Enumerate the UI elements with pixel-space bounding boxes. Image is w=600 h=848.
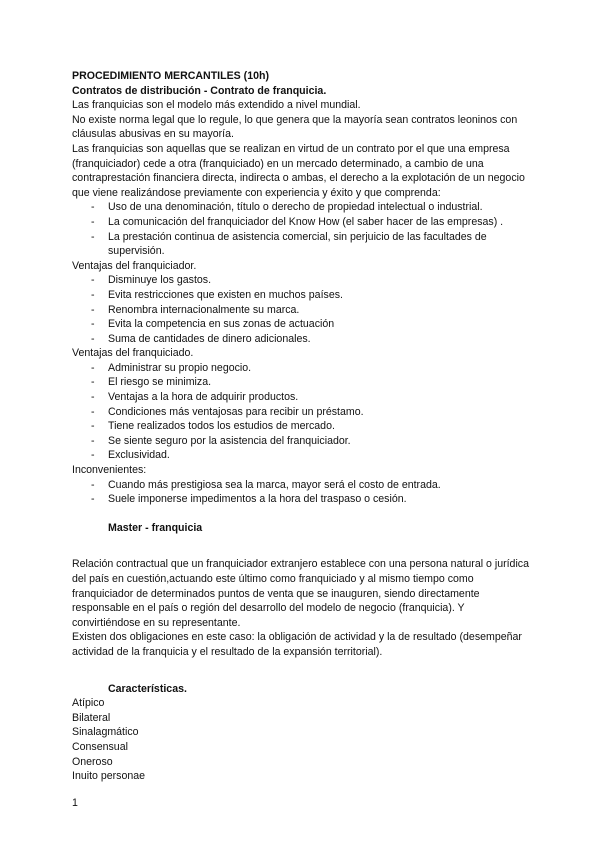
list-item: - Se siente seguro por la asistencia del franquiciador.: [72, 434, 532, 449]
caracteristica-item: Consensual: [72, 740, 128, 753]
list-item: - Uso de una denominación, título o derecho de propiedad intelectual o industrial.: [72, 200, 532, 215]
intro-paragraph: No existe norma legal que lo regule, lo que genera que la mayoría sean contratos leoninos con cláusulas abusivas en su mayoría.: [72, 113, 518, 141]
document-body: [72, 69, 532, 784]
caracteristicas-title: Características.: [108, 682, 187, 695]
page-number: 1: [72, 797, 78, 809]
master-paragraph: Existen dos obligaciones en este caso: la obligación de actividad y la de resultado (desempeñar actividad de la franquicia y el resultado de la expansión territorial).: [72, 631, 522, 658]
intro-paragraph: Las franquicias son aquellas que se realizan en virtud de un contrato por el que una empresa (franquiciador) cede a otra (franquiciado) en un mercado determinado, a cambio de una contraprestación financiera directa, indirecta o ambas, el derecho a la explotación de un negocio que viene realizándose previamente con experiencia y éxito y que comprenda:: [72, 142, 525, 199]
caracteristica-item: Sinalagmático: [72, 726, 139, 739]
list-item: - El riesgo se minimiza.: [72, 375, 532, 390]
caracteristica-item: Oneroso: [72, 755, 113, 768]
intro-paragraph: Las franquicias son el modelo más extendido a nivel mundial.: [72, 99, 361, 112]
list-item: - La comunicación del franquiciador del Know How (el saber hacer de las empresas) .: [72, 215, 532, 230]
list-item: - Disminuye los gastos.: [72, 273, 532, 288]
list-item: - Administrar su propio negocio.: [72, 361, 532, 376]
list-item: - Ventajas a la hora de adquirir productos.: [72, 390, 532, 405]
comprende-list: [72, 200, 532, 258]
list-item: - Suma de cantidades de dinero adicionales.: [72, 332, 532, 347]
ventajas-franquiciador-list: [72, 273, 532, 346]
ventajas-franquiciado-list: [72, 361, 532, 463]
doc-subheading: Contratos de distribución - Contrato de franquicia.: [72, 84, 327, 97]
list-item: - Evita restricciones que existen en muchos países.: [72, 288, 532, 303]
list-item: - Tiene realizados todos los estudios de mercado.: [72, 419, 532, 434]
caracteristica-item: Inuito personae: [72, 770, 146, 783]
list-item: - Suele imponerse impedimentos a la hora del traspaso o cesión.: [72, 492, 532, 507]
list-item: - Cuando más prestigiosa sea la marca, mayor será el costo de entrada.: [72, 478, 532, 493]
inconvenientes-label: Inconvenientes:: [72, 464, 147, 477]
inconvenientes-list: [72, 478, 532, 507]
doc-heading: PROCEDIMIENTO MERCANTILES (10h): [72, 70, 269, 82]
list-item: - Exclusividad.: [72, 448, 532, 463]
master-paragraph: Relación contractual que un franquiciador extranjero establece con una persona natural o jurídica del país en cuestión,actuando este último como franquiciado y al mismo tiempo como franquiciador de determinados puntos de venta que se inauguren, siendo directamente responsable en el país o región del desarrollo del modelo de negocio (franquicia). Y convirtiéndose en su representante.: [72, 558, 529, 629]
ventajas-franquiciador-label: Ventajas del franquiciador.: [72, 259, 197, 272]
caracteristica-item: Atípico: [72, 697, 105, 710]
list-item: - Condiciones más ventajosas para recibir un préstamo.: [72, 405, 532, 420]
list-item: - Evita la competencia en sus zonas de actuación: [72, 317, 532, 332]
list-item: - Renombra internacionalmente su marca.: [72, 303, 532, 318]
ventajas-franquiciado-label: Ventajas del franquiciado.: [72, 347, 194, 360]
list-item: - La prestación continua de asistencia comercial, sin perjuicio de las facultades de supervisión.: [72, 230, 532, 259]
master-title: Master - franquicia: [108, 521, 203, 534]
caracteristica-item: Bilateral: [72, 711, 111, 724]
